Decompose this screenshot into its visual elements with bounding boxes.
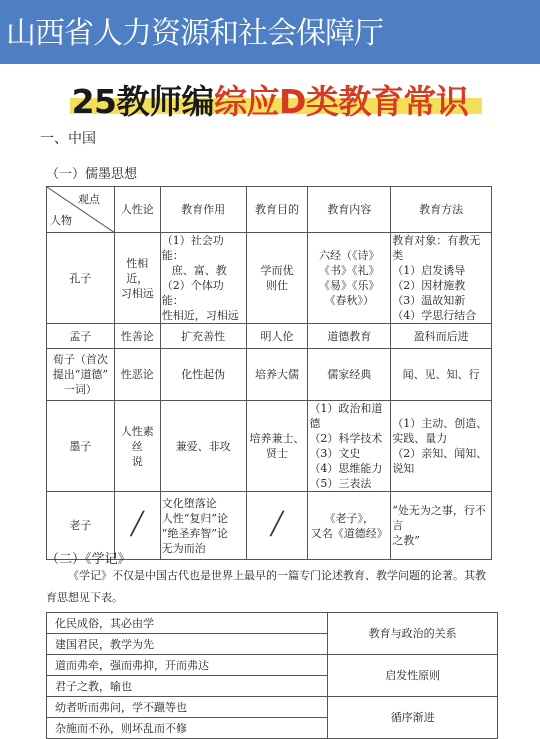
cell-line: 一词）: [63, 383, 97, 396]
xueji-quote: 建国君民，教学为先: [47, 634, 328, 655]
cell-edu-purpose: [246, 401, 308, 492]
intro-paragraph-line2: 育思想见下表。: [46, 591, 123, 604]
cell-line: 教育对象：有教无类: [392, 234, 481, 262]
cell-line: 学而优: [260, 264, 294, 277]
cell-line: 《书》《礼》: [319, 264, 380, 277]
xueji-quote: 道而弗牵，强而弗抑，开而弗达: [47, 655, 328, 676]
col-header-edu-function: 教育作用: [160, 187, 246, 233]
cell-edu-method: 闻、见、知、行: [391, 349, 492, 401]
cell-line: 性相近，习相远: [161, 309, 239, 322]
header-viewpoint: 观点: [77, 193, 100, 206]
title-part-1: 25教师编: [71, 82, 215, 121]
col-header-edu-purpose: 教育目的: [246, 187, 308, 233]
table-row: [47, 613, 498, 634]
table-row: [47, 655, 498, 676]
cell-human-nature: [114, 401, 160, 492]
person-confucius: 孔子: [47, 233, 115, 324]
cell-line: 荀子（首次: [52, 353, 108, 366]
cell-edu-content: 道德教育: [308, 324, 391, 349]
person-mozi: 墨子: [47, 401, 115, 492]
xueji-quote: 杂施而不孙，则坏乱而不修: [47, 718, 328, 739]
cell-edu-content: [308, 492, 391, 560]
cell-line: 又名《道德经》: [310, 526, 388, 540]
cell-line: （1）社会功能：: [161, 234, 224, 262]
table-row: [47, 233, 492, 324]
cell-edu-method: 盈科而后进: [391, 324, 492, 349]
cell-line: 人性素丝: [120, 424, 154, 453]
intro-paragraph-line1: 《学记》不仅是中国古代也是世界上最早的一篇专门论述教育、教学问题的论著。其教: [68, 569, 486, 582]
person-xunzi: [47, 349, 115, 401]
cell-line: 培养兼士、: [249, 432, 305, 445]
xueji-quote: 君子之教，喻也: [47, 676, 328, 697]
subsection-heading-confucian-mohist: （一）儒墨思想: [46, 167, 138, 182]
cell-line: （1）政治和道德: [309, 402, 383, 430]
cell-line: “处无为之事，行不言: [392, 504, 486, 532]
cell-line: 实践、量力: [392, 432, 448, 445]
header-banner: [0, 0, 540, 64]
cell-line: 无为而治: [161, 541, 206, 555]
cell-line: （1）主动、创造、: [392, 417, 488, 430]
cell-line: （5）三表法: [309, 477, 372, 490]
cell-line: 《易》《乐》: [319, 279, 380, 292]
cell-human-nature: 性善论: [114, 324, 160, 349]
cell-line: （3）温故知新: [392, 294, 466, 307]
cell-line: “绝圣弃智”论: [161, 526, 228, 540]
cell-line: 说知: [392, 462, 415, 475]
banner-title: 山西省人力资源和社会保障厅: [6, 16, 383, 51]
table-row: [47, 697, 498, 718]
xueji-principle: 循序渐进: [328, 697, 498, 739]
cell-line: 贤士: [265, 447, 288, 460]
person-laozi: 老子: [47, 492, 115, 560]
cell-line: （3）文史: [309, 447, 361, 460]
cell-edu-function: 化性起伪: [160, 349, 246, 401]
person-mencius: 孟子: [47, 324, 115, 349]
cell-line: 六经（《诗》: [319, 249, 380, 262]
cell-line: 之教”: [392, 534, 420, 547]
cell-line: （4）学思行结合: [392, 309, 477, 322]
col-header-human-nature: 人性论: [114, 187, 160, 233]
xueji-principle: 启发性原则: [328, 655, 498, 697]
cell-human-nature: [114, 233, 160, 324]
cell-edu-function: 扩充善性: [160, 324, 246, 349]
cell-line: 《老子》，: [324, 511, 375, 525]
document-title: [0, 76, 540, 123]
cell-line: 文化堕落论: [161, 496, 217, 510]
cell-line: （2）个体功能：: [161, 279, 224, 307]
cell-edu-method: [391, 401, 492, 492]
empty-slash: ╱: [130, 511, 144, 537]
xueji-quote: 化民成俗，其必由学: [47, 613, 328, 634]
cell-line: （2）科学技术: [309, 432, 383, 445]
table-header-row: [47, 187, 492, 233]
cell-line: （4）思维能力: [309, 462, 383, 475]
cell-edu-purpose: [246, 492, 308, 560]
cell-line: 则仕: [265, 279, 288, 292]
cell-line: 习相远: [120, 286, 154, 300]
cell-edu-function: [160, 233, 246, 324]
cell-line: 提出“道德”: [52, 368, 109, 381]
col-header-edu-method: 教育方法: [391, 187, 492, 233]
cell-line: 说: [131, 454, 143, 468]
cell-line: 性相近，: [126, 256, 149, 285]
cell-line: 人性“复归”论: [161, 511, 228, 525]
cell-edu-function: 兼爱、非攻: [160, 401, 246, 492]
cell-edu-content: [308, 401, 391, 492]
title-part-2: 综应D类教育常识: [214, 82, 469, 121]
cell-human-nature: 性恶论: [114, 349, 160, 401]
cell-line: （1）启发诱导: [392, 264, 466, 277]
header-person: 人物: [50, 214, 72, 227]
cell-line: （2）亲知、闻知、: [392, 447, 488, 460]
cell-edu-purpose: 培养大儒: [246, 349, 308, 401]
table-row: [47, 401, 492, 492]
cell-edu-purpose: 明人伦: [246, 324, 308, 349]
cell-edu-purpose: [246, 233, 308, 324]
table-row: [47, 349, 492, 401]
xueji-quote: 幼者听而弗问，学不躐等也: [47, 697, 328, 718]
diagonal-header-cell: [47, 187, 115, 233]
cell-line: 《春秋》）: [324, 294, 375, 307]
xueji-principle: 教育与政治的关系: [328, 613, 498, 655]
subsection-heading-xueji: （二）《学记》: [46, 552, 131, 567]
thought-comparison-table: [46, 186, 492, 560]
col-header-edu-content: 教育内容: [308, 187, 391, 233]
cell-line: 庶、富、教: [171, 264, 227, 277]
section-heading-china: 一、中国: [40, 131, 96, 147]
empty-slash: ╱: [270, 511, 284, 537]
table-row: [47, 324, 492, 349]
cell-edu-method: [391, 492, 492, 560]
cell-edu-content: [308, 233, 391, 324]
cell-edu-function: [160, 492, 246, 560]
cell-edu-content: 儒家经典: [308, 349, 391, 401]
cell-edu-method: [391, 233, 492, 324]
cell-line: （2）因材施教: [392, 279, 466, 292]
